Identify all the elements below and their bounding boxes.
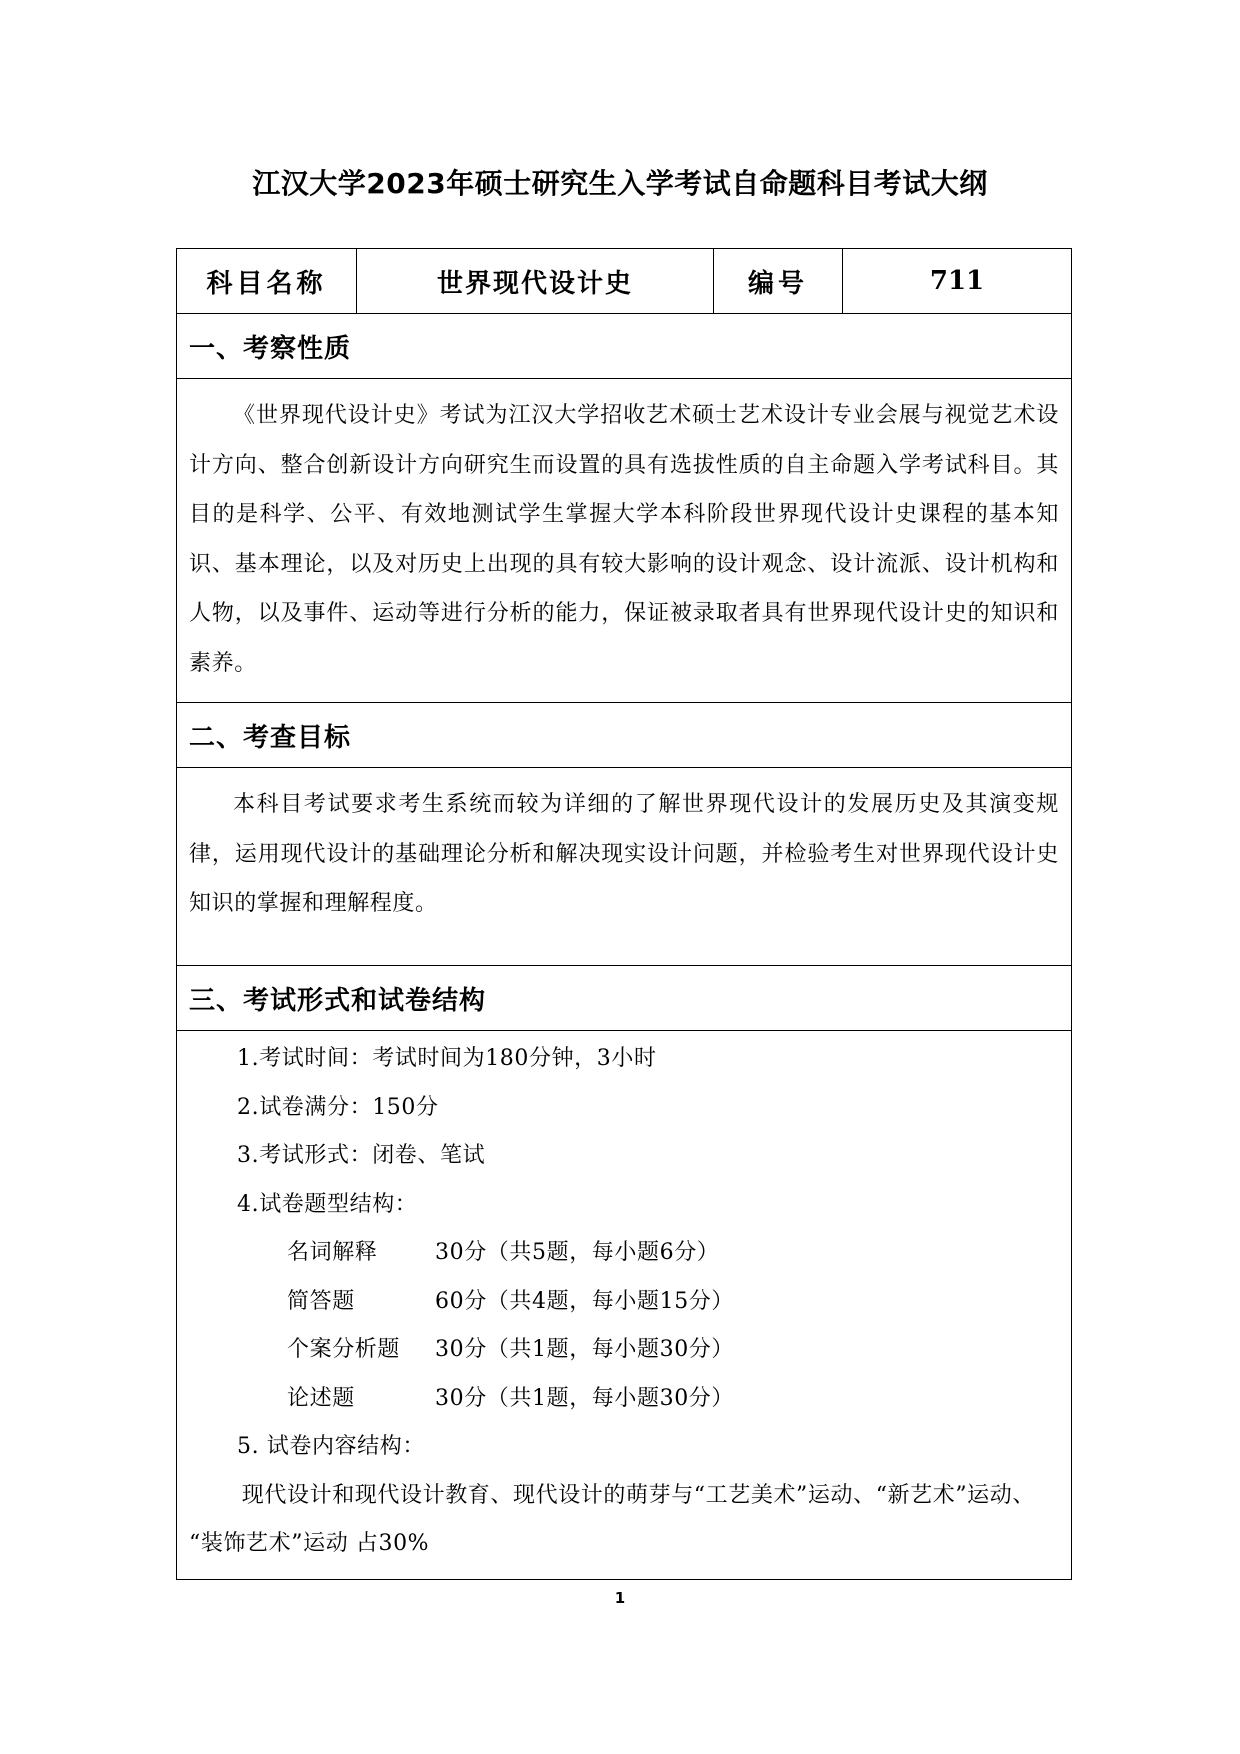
question-type-name: 名词解释: [287, 1240, 378, 1265]
section2-heading: 二、考查目标: [177, 703, 1072, 768]
subject-header-row: [177, 249, 1072, 314]
question-type-row: [189, 1375, 1059, 1424]
subject-name-value: 世界现代设计史: [357, 249, 714, 314]
section2-paragraph: 本科目考试要求考生系统而较为详细的了解世界现代设计的发展历史及其演变规律，运用现代设计的基础理论分析和解决现实设计问题，并检验考生对世界现代设计史知识的掌握和理解程度。: [189, 792, 1059, 916]
question-type-detail: 60分（共4题，每小题15分）: [435, 1288, 734, 1314]
section2-body-row: [177, 768, 1072, 966]
subject-code-label: 编号: [714, 249, 843, 314]
content-structure-heading: 5. 试卷内容结构：: [237, 1434, 425, 1459]
question-type-detail: 30分（共1题，每小题30分）: [435, 1385, 734, 1411]
exam-outline-table: [176, 248, 1072, 1580]
content-structure-paragraph: 现代设计和现代设计教育、现代设计的萌芽与“工艺美术”运动、“新艺术”运动、 “装饰艺术”运动 占30%: [189, 1482, 1035, 1556]
document-title: 江汉大学2023年硕士研究生入学考试自命题科目考试大纲: [252, 167, 988, 200]
section3-heading-row: [177, 966, 1072, 1031]
section3-body-row: [177, 1031, 1072, 1580]
full-score-item: 2.试卷满分：150分: [237, 1094, 439, 1120]
question-type-detail: 30分（共1题，每小题30分）: [435, 1337, 734, 1362]
question-type-name: 个案分析题: [287, 1337, 401, 1362]
subject-name-label: 科目名称: [177, 249, 357, 314]
exam-format-item: 3.考试形式：闭卷、笔试: [237, 1143, 486, 1168]
section1-heading-row: [177, 314, 1072, 379]
section1-paragraph: 《世界现代设计史》考试为江汉大学招收艺术硕士艺术设计专业会展与视觉艺术设计方向、整合创新设计方向研究生而设置的具有选拔性质的自主命题入学考试科目。其目的是科学、公平、有效地测试学生掌握大学本科阶段世界现代设计史课程的基本知识、基本理论，以及对历史上出现的具有较大影响的设计观念、设计流派、设计机构和人物，以及事件、运动等进行分析的能力，保证被录取者具有世界现代设计史的知识和素养。: [189, 403, 1059, 676]
section2-heading-row: [177, 703, 1072, 768]
subject-code-value: 711: [843, 249, 1072, 314]
page-number: 1: [614, 1589, 626, 1607]
section1-heading: 一、考察性质: [177, 314, 1072, 379]
question-type-row: [189, 1326, 1059, 1375]
section1-body-row: [177, 379, 1072, 703]
question-type-name: 简答题: [287, 1288, 355, 1314]
question-type-name: 论述题: [287, 1385, 355, 1411]
question-type-row: [189, 1229, 1059, 1278]
question-structure-item: 4.试卷题型结构：: [237, 1191, 418, 1217]
question-type-detail: 30分（共5题，每小题6分）: [435, 1240, 720, 1265]
exam-time-item: 1.考试时间：考试时间为180分钟，3小时: [237, 1046, 657, 1071]
question-type-row: [189, 1278, 1059, 1327]
section3-heading: 三、考试形式和试卷结构: [177, 966, 1072, 1031]
